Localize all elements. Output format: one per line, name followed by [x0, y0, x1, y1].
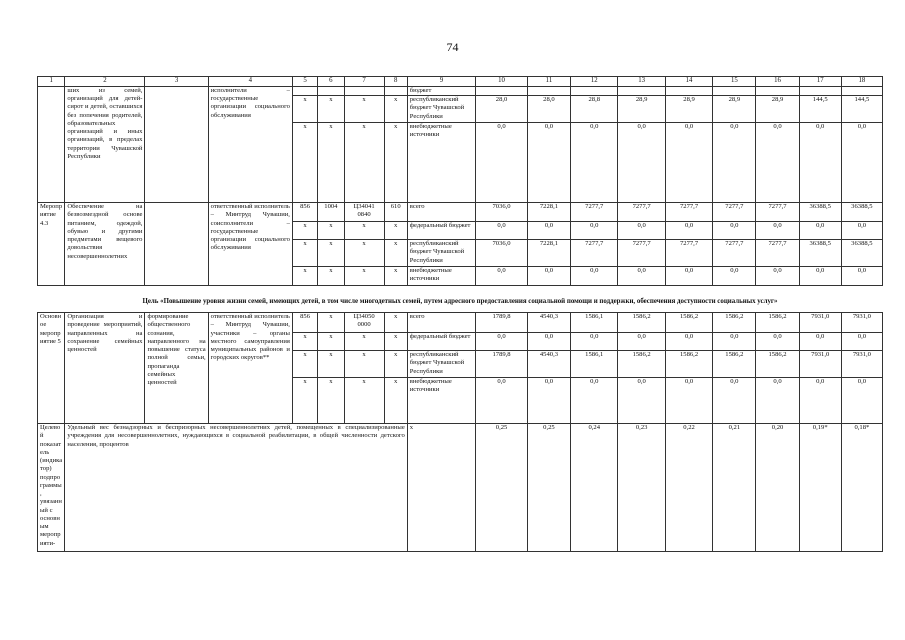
- value-cell: 0,0: [841, 333, 882, 351]
- cell-empty: [841, 87, 882, 96]
- value-cell: 7277,7: [665, 203, 712, 222]
- value-cell: 1586,1: [571, 313, 618, 333]
- col-num: 16: [756, 77, 799, 87]
- funding-source: федеральный бюджет: [407, 333, 475, 351]
- value-cell: 0,0: [571, 378, 618, 424]
- cell-empty: [799, 87, 841, 96]
- indicator-value: 0,25: [527, 424, 570, 552]
- value-cell: 0,0: [665, 267, 712, 286]
- cell-empty: [618, 87, 665, 96]
- funding-source: республиканский бюджет Чувашской Республики: [407, 351, 475, 378]
- col-num: 5: [292, 77, 317, 87]
- section-code: x: [318, 351, 344, 378]
- value-cell: 0,0: [841, 378, 882, 424]
- cell-empty: [145, 203, 208, 286]
- value-cell: 7931,0: [841, 313, 882, 333]
- cell-empty: [476, 87, 528, 96]
- grbs-code: x: [292, 267, 317, 286]
- value-cell: 0,0: [756, 123, 799, 203]
- value-cell: 0,0: [799, 333, 841, 351]
- value-cell: 1586,2: [756, 313, 799, 333]
- program-table: [37, 76, 883, 552]
- grbs-code: x: [292, 96, 317, 123]
- expense-type-code: x: [384, 240, 407, 267]
- value-cell: 1586,2: [618, 351, 665, 378]
- value-cell: 1586,1: [571, 351, 618, 378]
- value-cell: 0,0: [713, 333, 756, 351]
- value-cell: 0,0: [571, 267, 618, 286]
- expense-type-code: x: [384, 96, 407, 123]
- target-indicator-row: [38, 424, 883, 552]
- grbs-code: x: [292, 351, 317, 378]
- funding-source: республиканский бюджет Чувашской Республики: [407, 240, 475, 267]
- value-cell: 1586,2: [713, 351, 756, 378]
- value-cell: 0,0: [527, 222, 570, 240]
- value-cell: 0,0: [665, 123, 712, 203]
- value-cell: 0,0: [618, 267, 665, 286]
- section-code: x: [318, 240, 344, 267]
- value-cell: 0,0: [476, 267, 528, 286]
- section-code: x: [318, 267, 344, 286]
- value-cell: 1586,2: [665, 313, 712, 333]
- target-article-code: x: [344, 333, 384, 351]
- cell-empty: [292, 87, 317, 96]
- value-cell: 28,0: [527, 96, 570, 123]
- col-num: 15: [713, 77, 756, 87]
- value-cell: 0,0: [713, 222, 756, 240]
- table-row: [38, 313, 883, 333]
- value-cell: 0,0: [665, 378, 712, 424]
- expense-type-code: x: [384, 267, 407, 286]
- value-cell: 0,0: [665, 333, 712, 351]
- activity-description: Обеспечение на безвозмездной основе питанием, одеждой, обувью и другими предметами вещевого довольствия несовершеннолетних: [65, 203, 145, 286]
- value-cell: 0,0: [618, 333, 665, 351]
- cell-empty: [384, 87, 407, 96]
- funding-source: внебюджетные источники: [407, 267, 475, 286]
- expense-type-code: x: [384, 333, 407, 351]
- goal-heading: Цель «Повышение уровня жизни семей, имеющих детей, в том числе многодетных семей, путем адресного предоставления социальной помощи и поддержки, обеспечения доступности социальных услуг»: [38, 286, 883, 313]
- value-cell: 0,0: [841, 222, 882, 240]
- col-num: 17: [799, 77, 841, 87]
- expense-type-code: x: [384, 222, 407, 240]
- expense-type-code: x: [384, 378, 407, 424]
- grbs-code: x: [292, 240, 317, 267]
- value-cell: 0,0: [527, 123, 570, 203]
- col-num: 7: [344, 77, 384, 87]
- page-number: 74: [446, 40, 459, 54]
- executors: ответственный исполнитель – Минтруд Чувашии, соисполнители – государственные организации социального обслуживания: [208, 203, 292, 286]
- grbs-code: 856: [292, 313, 317, 333]
- value-cell: 0,0: [799, 267, 841, 286]
- funding-source: внебюджетные источники: [407, 123, 475, 203]
- target-article-code: x: [344, 240, 384, 267]
- value-cell: 0,0: [713, 378, 756, 424]
- value-cell: 1586,2: [665, 351, 712, 378]
- col-num: 4: [208, 77, 292, 87]
- col-num: 11: [527, 77, 570, 87]
- value-cell: 7036,0: [476, 240, 528, 267]
- cell-empty: [665, 87, 712, 96]
- col-num: 9: [407, 77, 475, 87]
- value-cell: 36388,5: [799, 240, 841, 267]
- value-cell: 36388,5: [841, 203, 882, 222]
- value-cell: 4540,3: [527, 313, 570, 333]
- value-cell: 1586,2: [756, 351, 799, 378]
- column-number-row: [38, 77, 883, 87]
- expense-type-code: x: [384, 123, 407, 203]
- value-cell: 0,0: [756, 222, 799, 240]
- target-article-code: x: [344, 378, 384, 424]
- value-cell: 0,0: [476, 222, 528, 240]
- value-cell: 0,0: [571, 123, 618, 203]
- target-article-code: x: [344, 351, 384, 378]
- activity-description: ших из семей, организаций для детей-сирот и детей, оставшихся без попечения родителей, образовательных организаций и иных организаций, в пределах территории Чувашской Республики: [65, 87, 145, 203]
- target-article-code: Ц34050 0000: [344, 313, 384, 333]
- col-num: 12: [571, 77, 618, 87]
- funding-source: всего: [407, 203, 475, 222]
- indicator-value: 0,23: [618, 424, 665, 552]
- value-cell: 0,0: [618, 378, 665, 424]
- value-cell: 144,5: [799, 96, 841, 123]
- value-cell: 28,8: [571, 96, 618, 123]
- col-num: 3: [145, 77, 208, 87]
- value-cell: 0,0: [713, 267, 756, 286]
- section-code: x: [318, 96, 344, 123]
- expense-type-code: x: [384, 313, 407, 333]
- executors: ответственный исполнитель – Минтруд Чувашии, участники – органы местного самоуправления муниципальных районов и городских округов**: [208, 313, 292, 424]
- value-cell: 7277,7: [713, 203, 756, 222]
- target-article-code: x: [344, 123, 384, 203]
- value-cell: 0,0: [841, 123, 882, 203]
- cell-empty: [344, 87, 384, 96]
- value-cell: 7277,7: [756, 203, 799, 222]
- grbs-code: x: [292, 378, 317, 424]
- funding-source: внебюджетные источники: [407, 378, 475, 424]
- indicator-value: 0,21: [713, 424, 756, 552]
- value-cell: 0,0: [665, 222, 712, 240]
- value-cell: 0,0: [799, 123, 841, 203]
- funding-source: федеральный бюджет: [407, 222, 475, 240]
- section-code: x: [318, 378, 344, 424]
- expected-result: формирование общественного сознания, направленного на повышение статуса полной семьи, пропаганда семейных ценностей: [145, 313, 208, 424]
- activity-description: Организация и проведение мероприятий, направленных на сохранение семейных ценностей: [65, 313, 145, 424]
- value-cell: 1586,2: [618, 313, 665, 333]
- value-cell: 0,0: [618, 222, 665, 240]
- target-article-code: x: [344, 222, 384, 240]
- funding-source: республиканский бюджет Чувашской Республики: [407, 96, 475, 123]
- col-num: 10: [476, 77, 528, 87]
- col-num: 18: [841, 77, 882, 87]
- grbs-code: x: [292, 333, 317, 351]
- value-cell: 28,9: [756, 96, 799, 123]
- cell-empty: [145, 87, 208, 203]
- indicator-value: 0,18*: [841, 424, 882, 552]
- indicator-description: Удельный вес безнадзорных и беспризорных несовершеннолетних детей, помещенных в специализированные учреждения для несовершеннолетних, нуждающихся в социальной реабилитации, в общей численности детского населения, процентов: [65, 424, 407, 552]
- section-code: x: [318, 123, 344, 203]
- grbs-code: 856: [292, 203, 317, 222]
- value-cell: 0,0: [527, 378, 570, 424]
- indicator-mark: x: [407, 424, 475, 552]
- value-cell: 0,0: [756, 333, 799, 351]
- value-cell: 0,0: [476, 123, 528, 203]
- value-cell: 28,9: [665, 96, 712, 123]
- value-cell: 1586,2: [713, 313, 756, 333]
- expense-type-code: 610: [384, 203, 407, 222]
- funding-source: всего: [407, 313, 475, 333]
- value-cell: 0,0: [476, 333, 528, 351]
- value-cell: 7277,7: [571, 203, 618, 222]
- value-cell: 7228,1: [527, 240, 570, 267]
- value-cell: 0,0: [713, 123, 756, 203]
- indicator-value: 0,19*: [799, 424, 841, 552]
- section-code: x: [318, 313, 344, 333]
- value-cell: 1789,8: [476, 313, 528, 333]
- indicator-value: 0,25: [476, 424, 528, 552]
- value-cell: 28,9: [618, 96, 665, 123]
- grbs-code: x: [292, 222, 317, 240]
- funding-source: бюджет: [407, 87, 475, 96]
- cell-empty: [756, 87, 799, 96]
- value-cell: 28,0: [476, 96, 528, 123]
- grbs-code: x: [292, 123, 317, 203]
- activity-number: Основное мероприятие 5: [38, 313, 65, 424]
- col-num: 14: [665, 77, 712, 87]
- table-row: [38, 87, 883, 96]
- value-cell: 4540,3: [527, 351, 570, 378]
- value-cell: 7277,7: [665, 240, 712, 267]
- value-cell: 0,0: [618, 123, 665, 203]
- section-code: x: [318, 222, 344, 240]
- indicator-value: 0,22: [665, 424, 712, 552]
- value-cell: 0,0: [571, 333, 618, 351]
- value-cell: 0,0: [799, 378, 841, 424]
- cell-empty: [527, 87, 570, 96]
- value-cell: 7277,7: [571, 240, 618, 267]
- value-cell: 7931,0: [841, 351, 882, 378]
- goal-row: [38, 286, 883, 313]
- indicator-value: 0,20: [756, 424, 799, 552]
- expense-type-code: x: [384, 351, 407, 378]
- col-num: 8: [384, 77, 407, 87]
- table-row: [38, 203, 883, 222]
- value-cell: 7277,7: [618, 240, 665, 267]
- section-code: x: [318, 333, 344, 351]
- value-cell: 0,0: [527, 267, 570, 286]
- indicator-value: 0,24: [571, 424, 618, 552]
- value-cell: 7277,7: [713, 240, 756, 267]
- value-cell: 0,0: [841, 267, 882, 286]
- cell-empty: [713, 87, 756, 96]
- cell-empty: [38, 87, 65, 203]
- target-article-code: x: [344, 267, 384, 286]
- value-cell: 7036,0: [476, 203, 528, 222]
- value-cell: 0,0: [756, 378, 799, 424]
- activity-number: Мероприятие 4.3: [38, 203, 65, 286]
- section-code: 1004: [318, 203, 344, 222]
- cell-empty: [571, 87, 618, 96]
- value-cell: 36388,5: [799, 203, 841, 222]
- value-cell: 0,0: [527, 333, 570, 351]
- value-cell: 7228,1: [527, 203, 570, 222]
- value-cell: 7277,7: [618, 203, 665, 222]
- value-cell: 7277,7: [756, 240, 799, 267]
- value-cell: 36388,5: [841, 240, 882, 267]
- value-cell: 0,0: [476, 378, 528, 424]
- cell-empty: [318, 87, 344, 96]
- value-cell: 0,0: [799, 222, 841, 240]
- col-num: 13: [618, 77, 665, 87]
- value-cell: 28,9: [713, 96, 756, 123]
- target-article-code: x: [344, 96, 384, 123]
- target-article-code: Ц34041 0840: [344, 203, 384, 222]
- value-cell: 7931,0: [799, 351, 841, 378]
- value-cell: 0,0: [756, 267, 799, 286]
- value-cell: 1789,8: [476, 351, 528, 378]
- col-num: 6: [318, 77, 344, 87]
- col-num: 1: [38, 77, 65, 87]
- executors: исполнители – государственные организации социального обслуживания: [208, 87, 292, 203]
- value-cell: 144,5: [841, 96, 882, 123]
- value-cell: 7931,0: [799, 313, 841, 333]
- col-num: 2: [65, 77, 145, 87]
- value-cell: 0,0: [571, 222, 618, 240]
- indicator-label: Целевой показатель (индикатор) подпрограммы, увязанный с основным мероприяти-: [38, 424, 65, 552]
